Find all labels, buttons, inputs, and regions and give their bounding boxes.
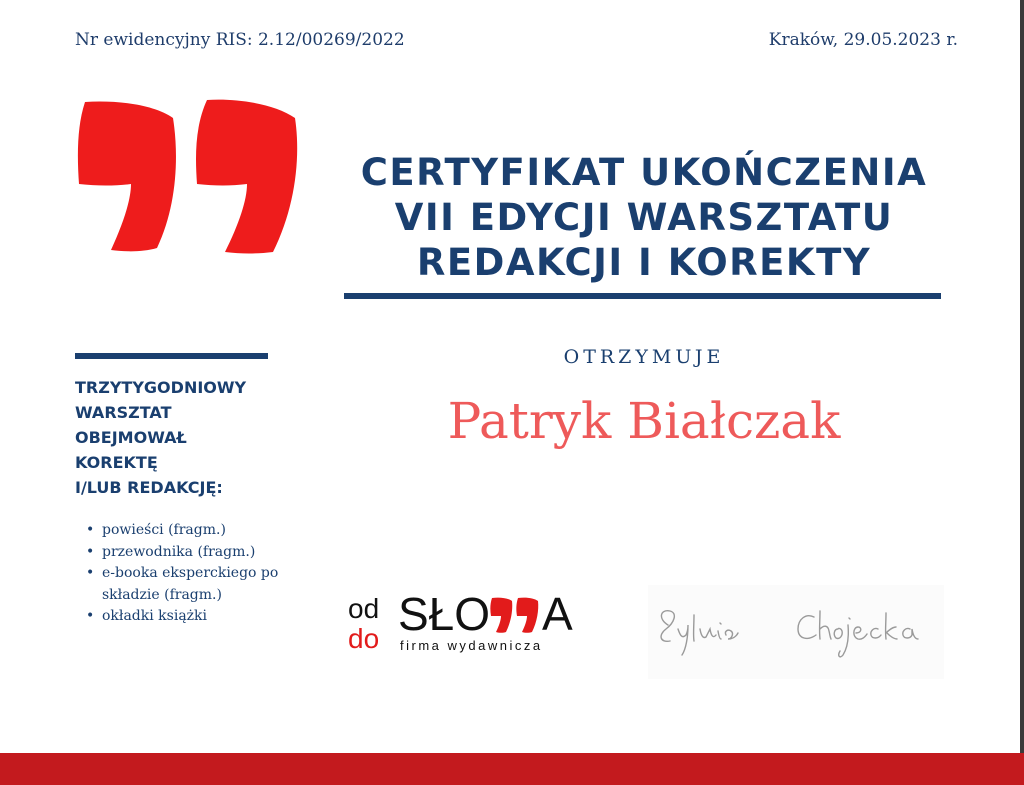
- sidebar-divider: [75, 353, 268, 359]
- list-item: • powieści (fragm.): [82, 520, 292, 542]
- title-divider: [344, 293, 941, 299]
- sidebar-heading-line: OBEJMOWAŁ: [75, 428, 187, 447]
- logo-tagline: firma wydawnicza: [400, 638, 543, 653]
- list-item: • okładki książki: [82, 606, 292, 628]
- title-line: REDAKCJI I KOREKTY: [416, 241, 872, 284]
- logo-name-start: SŁO: [398, 588, 491, 640]
- certificate-title: [346, 150, 942, 285]
- logo-od: od: [348, 593, 380, 624]
- recipient-name: Patryk Białczak: [447, 392, 841, 450]
- closing-quote-icon: [75, 96, 299, 256]
- list-item: • przewodnika (fragm.): [82, 542, 292, 564]
- publisher-logo: [348, 588, 616, 654]
- handwritten-signature: [648, 585, 944, 679]
- signature: [648, 585, 944, 679]
- title-line: CERTYFIKAT UKOŃCZENIA: [360, 151, 928, 194]
- sidebar-heading: [75, 375, 295, 500]
- title-line: VII EDYCJI WARSZTATU: [394, 196, 894, 239]
- workshop-scope-list: [82, 520, 292, 628]
- receives-label: OTRZYMUJE: [563, 346, 725, 368]
- sidebar-heading-line: KOREKTĘ: [75, 453, 158, 472]
- sidebar-heading-line: TRZYTYGODNIOWY: [75, 378, 247, 397]
- sidebar-heading-line: I/LUB REDAKCJĘ:: [75, 478, 223, 497]
- logo-name-end: A: [542, 588, 573, 640]
- registration-number: Nr ewidencyjny RIS: 2.12/00269/2022: [75, 30, 405, 50]
- footer-band: [0, 753, 1024, 785]
- logo-do: do: [348, 623, 380, 654]
- list-item: • e-booka eksperckiego po składzie (fragm.): [82, 563, 292, 606]
- page-edge: [1020, 0, 1024, 785]
- place-and-date: Kraków, 29.05.2023 r.: [768, 30, 958, 50]
- sidebar-heading-line: WARSZTAT: [75, 403, 172, 422]
